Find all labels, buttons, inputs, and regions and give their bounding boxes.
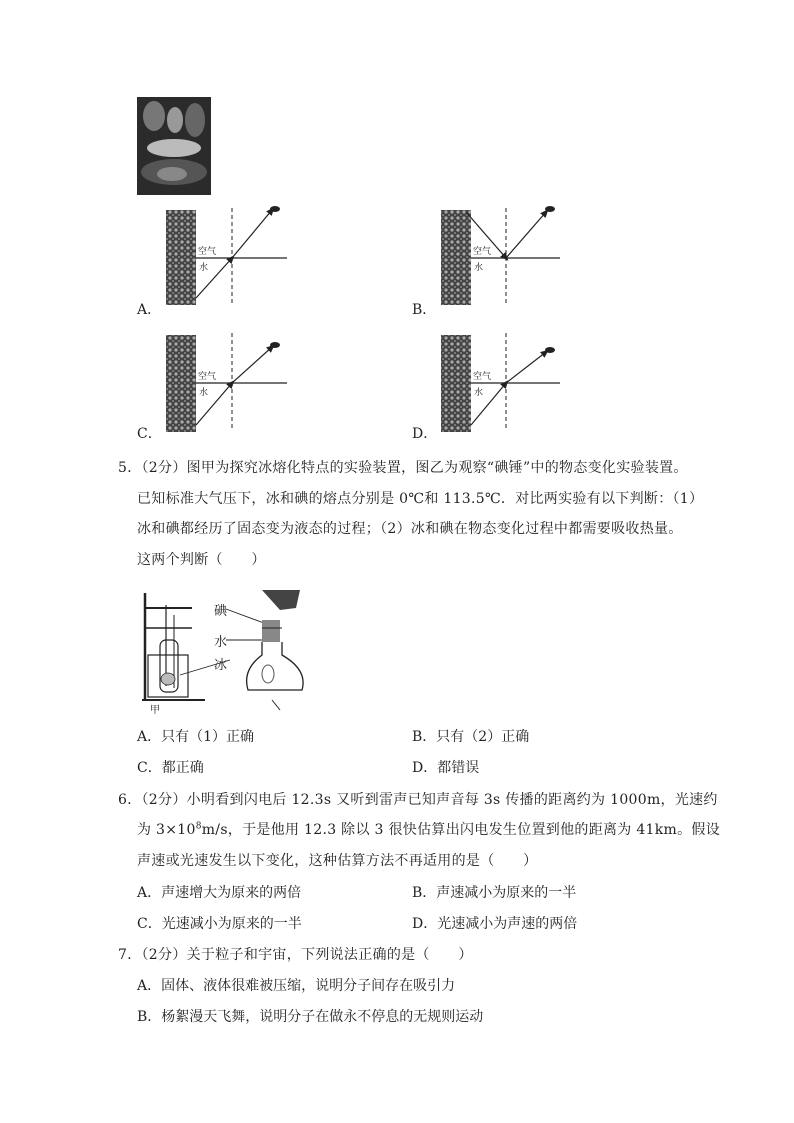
iodine-hammer-apparatus: [247, 590, 304, 710]
q6-option-a[interactable]: A．声速增大为原来的两倍: [137, 885, 302, 901]
q6-line2-sup: 8: [195, 821, 202, 832]
q4-option-a-label[interactable]: A．: [137, 302, 162, 318]
water-label: 水: [214, 635, 228, 650]
q6-line2-pre: 为 3×10: [137, 822, 196, 838]
diagram-d-air-label: 空气: [473, 372, 492, 382]
q5-stem-line-4: 这两个判断（ ）: [137, 552, 266, 568]
q5-stem-line-3: 冰和碘都经历了固态变为液态的过程；（2）冰和碘在物态变化过程中都需要吸收热量。: [137, 521, 683, 537]
q7-stem-line-1: 7．（2分）关于粒子和宇宙，下列说法正确的是（ ）: [118, 947, 473, 963]
q6-option-b[interactable]: B．声速减小为原来的一半: [412, 885, 577, 901]
q6-option-c[interactable]: C．光速减小为原来的一半: [137, 916, 302, 932]
q5-option-d[interactable]: D．都错误: [412, 760, 480, 776]
q4-option-b-label[interactable]: B．: [412, 302, 437, 318]
q6-stem-line-1: 6．（2分）小明看到闪电后 12.3s 又听到雷声已知声音每 3s 传播的距离约为 1000m，光速约: [118, 792, 718, 808]
q5-stem-line-1: 5．（2分）图甲为探究冰熔化特点的实验装置，图乙为观察“碘锤”中的物态变化实验装置。: [118, 460, 688, 476]
ice-melting-apparatus: [142, 593, 205, 700]
q5-option-c[interactable]: C．都正确: [137, 760, 204, 776]
diagram-b-water-label: 水: [474, 263, 484, 273]
q5-stem-line-2: 已知标准大气压下，冰和碘的熔点分别是 0℃和 113.5℃．对比两实验有以下判断：（1）: [137, 491, 704, 507]
diagram-c-air-label: 空气: [198, 372, 217, 382]
diagram-a-air-label: 空气: [198, 247, 217, 257]
iodine-label: 碘: [214, 604, 228, 619]
q4-option-c-label[interactable]: C．: [137, 426, 162, 442]
diagram-a-water-label: 水: [199, 263, 209, 273]
ice-label: 冰: [214, 658, 228, 673]
q6-stem-line-3: 声速或光速发生以下变化，这种估算方法不再适用的是（ ）: [137, 853, 538, 869]
diagram-c-water-label: 水: [199, 388, 209, 398]
q6-stem-line-2: [137, 820, 720, 840]
jia-label: 甲: [150, 705, 160, 716]
q7-option-a[interactable]: A．固体、液体很难被压缩，说明分子间存在吸引力: [137, 978, 456, 994]
diagram-d-water-label: 水: [474, 388, 484, 398]
q6-option-d[interactable]: D．光速减小为声速的两倍: [412, 916, 578, 932]
q6-line2-post: m/s，于是他用 12.3 除以 3 很快估算出闪电发生位置到他的距离为 41km。假设: [201, 822, 721, 838]
q5-option-b[interactable]: B．只有（2）正确: [412, 729, 530, 745]
q5-option-a[interactable]: A．只有（1）正确: [137, 729, 255, 745]
diagram-b-air-label: 空气: [473, 247, 492, 257]
q7-option-b[interactable]: B．杨絮漫天飞舞，说明分子在做永不停息的无规则运动: [137, 1009, 484, 1025]
q4-option-d-label[interactable]: D．: [412, 426, 438, 442]
